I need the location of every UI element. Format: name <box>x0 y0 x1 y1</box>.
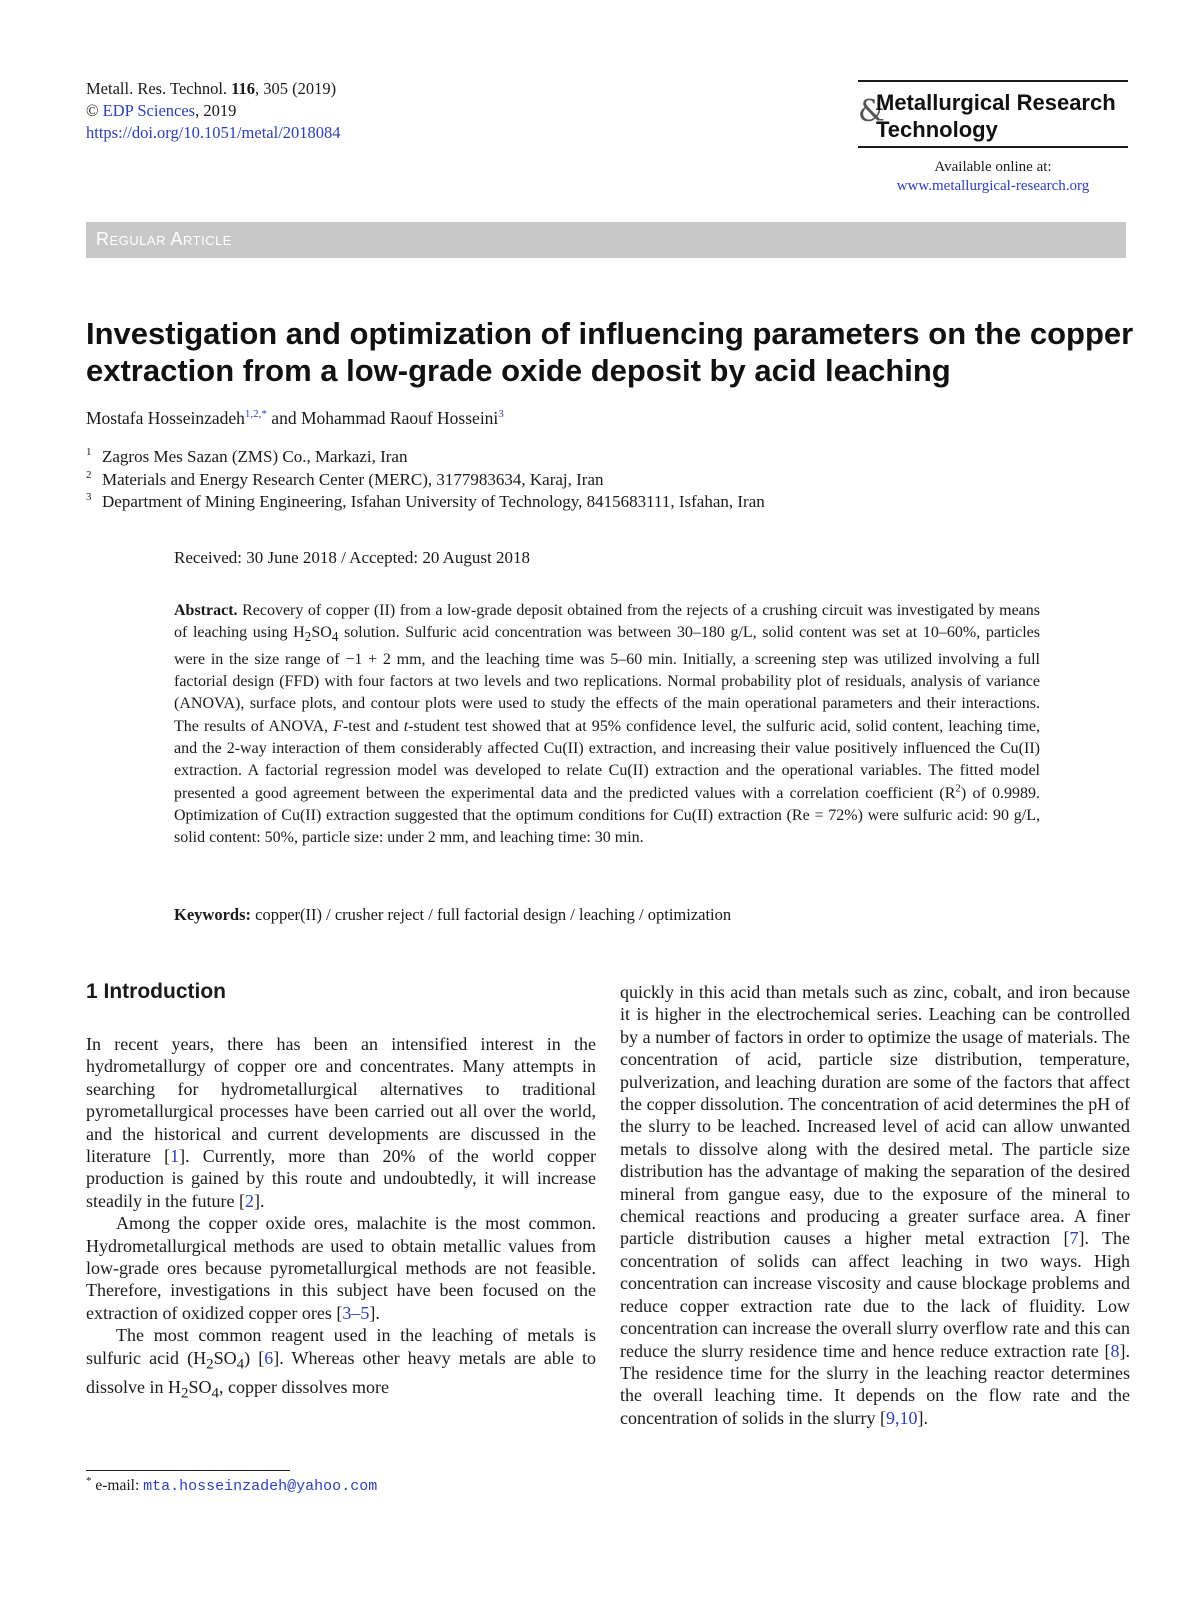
citation-ref[interactable]: 3–5 <box>342 1302 370 1323</box>
author-1: Mostafa Hosseinzadeh <box>86 408 245 428</box>
affiliation-item: 3 Department of Mining Engineering, Isfahan University of Technology, 8415683111, Isfahan, Iran <box>86 491 765 511</box>
article-type-label: Regular Article <box>96 229 232 249</box>
citation-ref[interactable]: 7 <box>1069 1228 1079 1249</box>
citation-ref[interactable]: 9,10 <box>885 1407 918 1428</box>
paragraph: In recent years, there has been an intensified interest in the hydrometallurgy of copper ore and concentrates. Many attempts in searching for hydrometallurgical alternatives to traditional pyrometallurgical processes have been carried out all over the world, and the historical and current developments are discussed in the literature [1]. Currently, more than 20% of the world copper production is gained by this route and undoubtedly, it will increase steadily in the future [2]. <box>86 1034 596 1211</box>
citation-ref[interactable]: 2 <box>244 1190 254 1211</box>
journal-website-link[interactable]: www.metallurgical-research.org <box>896 178 1090 194</box>
section-heading-introduction: 1 Introduction <box>86 980 226 1003</box>
citation-ref[interactable]: 1 <box>170 1146 180 1167</box>
email-link[interactable]: mta.hosseinzadeh@yahoo.com <box>143 1478 378 1495</box>
author-2: Mohammad Raouf Hosseini <box>300 408 499 428</box>
footnote-rule <box>86 1470 290 1471</box>
journal-logo-block <box>858 80 1128 196</box>
journal-meta <box>86 78 341 144</box>
copyright-line: © EDP Sciences, 2019 <box>86 101 237 120</box>
abstract-label: Abstract. <box>174 602 238 619</box>
logo-ampersand: & <box>858 94 885 129</box>
journal-volume: 116 <box>231 79 256 98</box>
keywords-label: Keywords: <box>174 905 251 924</box>
citation-ref[interactable]: 6 <box>264 1347 274 1368</box>
citation-ref[interactable]: 8 <box>1110 1340 1120 1361</box>
author-list: Mostafa Hosseinzadeh$^{1,2,*}$ and Mohammad Raouf Hosseini$^3$ <box>86 408 504 428</box>
logo-line-2: Technology <box>876 117 998 142</box>
paragraph: The most common reagent used in the leaching of metals is sulfuric acid $(H_2SO_4)$ [6]. Whereas other heavy metals are able to dissolve in $H_2SO_4$, copper dissolves more <box>86 1325 596 1402</box>
abstract: Abstract. Recovery of copper (II) from a low-grade deposit obtained from the rejects of a crushing circuit was investigated by means of leaching using $H_2SO_4$ solution. Sulfuric acid concentration was between 30–180 g/L, solid content was set at 10–60%, particles were in the size range of −1 + 2 mm, and the leaching time was 5–60 min. Initially, a screening step was utilized involving a full factorial design (FFD) with four factors at two levels and two replications. Normal probability plot of residuals, analysis of variance (ANOVA), surface plots, and contour plots were used to study the effects of the main operational parameters and their interactions. The results of ANOVA, F-test and t-student test showed that at 95% confidence level, the sulfuric acid, solid content, leaching time, and the 2-way interaction of them considerably affected Cu(II) extraction, and increasing their value positively influenced the Cu(II) extraction. A factorial regression model was developed to relate Cu(II) extraction and the operational variables. The fitted model presented a good agreement between the experimental data and the predicted values with a correlation coefficient $(R^2)$ of 0.9989. Optimization of Cu(II) extraction suggested that the optimum conditions for Cu(II) extraction (Re = 72%) were sulfuric acid: 90 g/L, solid content: 50%, particle size: under 2 mm, and leaching time: 30 min. <box>174 602 1041 847</box>
paragraph: quickly in this acid than metals such as zinc, cobalt, and iron because it is higher in the electrochemical series. Leaching can be controlled by a number of factors in order to optimize the usage of materials. The concentration of acid, particle size distribution, temperature, pulverization, and leaching duration are some of the factors that affect the copper dissolution. The concentration of acid determines the pH of the slurry to be leached. Increased level of acid can allow unwanted metals to dissolve along with the desired metal. The particle size distribution has the advantage of making the separation of the desired mineral from gangue easy, due to the exposure of the mineral to chemical reactions and producing a greater surface area. A finer particle distribution causes a higher metal extraction [7]. The concentration of solids can affect leaching in two ways. High concentration can increase viscosity and cause blockage problems and reduce copper extraction rate due to the lack of fluidity. Low concentration can increase the overall slurry overflow rate and this can reduce the slurry residence time and hence reduce extraction rate [8]. The residence time for the slurry in the leaching reactor determines the overall leaching time. It depends on the flow rate and the concentration of solids in the slurry [9,10]. <box>620 982 1130 1428</box>
keywords <box>174 905 731 925</box>
author-2-affiliation-ref[interactable]: 3 <box>498 408 504 421</box>
author-1-affiliation-ref[interactable]: 1,2,* <box>244 408 267 421</box>
journal-citation: Metall. Res. Technol. 116, 305 (2019) <box>86 79 337 98</box>
article-title: Investigation and optimization of influencing parameters on the copper extraction from a low-grade oxide deposit by acid leaching <box>86 316 1134 388</box>
received-accepted-dates: Received: 30 June 2018 / Accepted: 20 August 2018 <box>174 548 530 567</box>
corresponding-author-footnote: * e-mail: mta.hosseinzadeh@yahoo.com <box>86 1474 378 1495</box>
body-column-left <box>86 1033 596 1405</box>
paragraph: Among the copper oxide ores, malachite is the most common. Hydrometallurgical methods are used to obtain metallic values from low-grade ores because pyrometallurgical methods are not feasible. Therefore, investigations in this subject have been focused on the extraction of oxidized copper ores [3–5]. <box>86 1213 596 1323</box>
available-label: Available online at: <box>934 159 1052 175</box>
article-type-banner <box>86 222 1126 258</box>
available-online <box>858 158 1128 196</box>
publisher-link[interactable]: EDP Sciences <box>102 101 196 120</box>
logo-line-1: Metallurgical Research <box>876 90 1116 115</box>
doi-link[interactable]: https://doi.org/10.1051/metal/2018084 <box>86 123 341 142</box>
body-column-right <box>620 981 1130 1429</box>
journal-logo <box>858 82 1128 142</box>
affiliation-list <box>86 446 765 514</box>
affiliation-item: 2 Materials and Energy Research Center (MERC), 3177983634, Karaj, Iran <box>86 468 604 489</box>
affiliation-item: 1 Zagros Mes Sazan (ZMS) Co., Markazi, Iran <box>86 446 408 466</box>
logo-rule-bottom <box>858 146 1128 148</box>
keywords-text: copper(II) / crusher reject / full factorial design / leaching / optimization <box>251 905 732 924</box>
